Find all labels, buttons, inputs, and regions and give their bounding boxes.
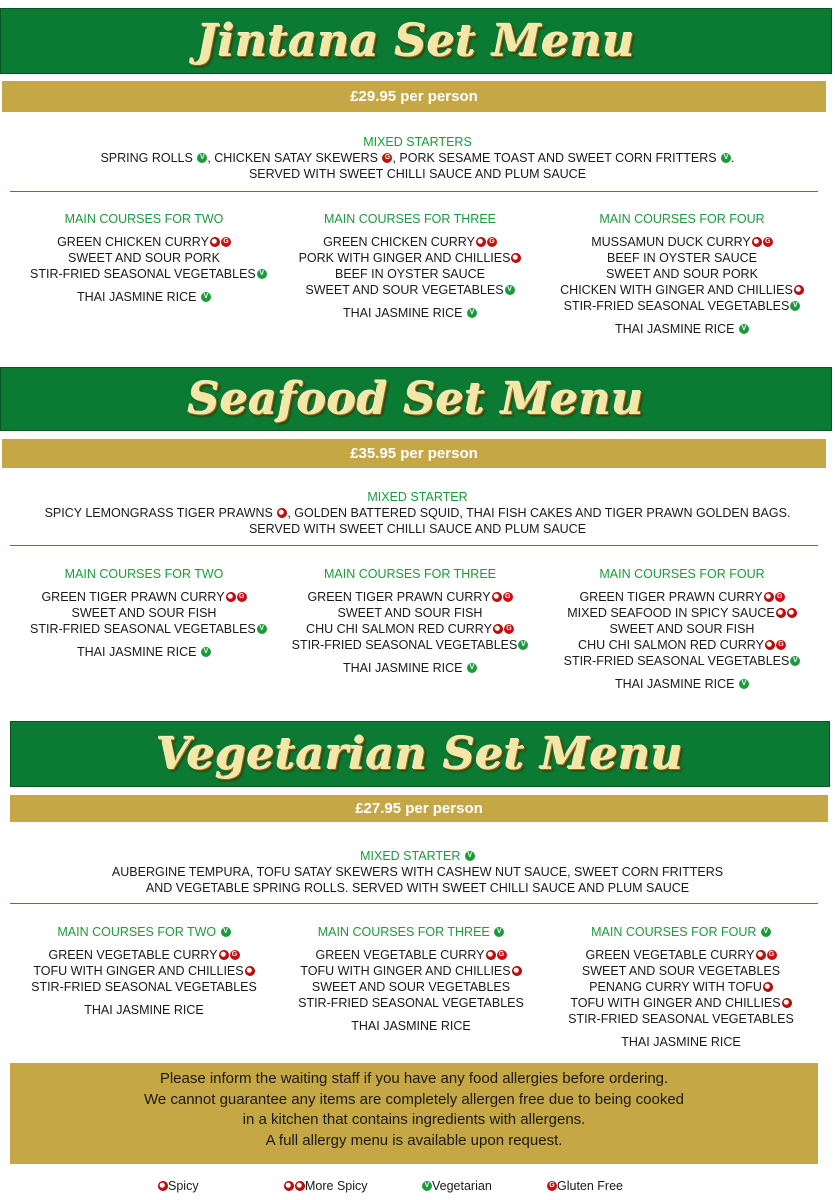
starters-line [0, 521, 835, 537]
dish-item: STIR-FRIED SEASONAL VEGETABLESV [290, 637, 530, 653]
price-bar [2, 439, 826, 468]
dish-item: STIR-FRIED SEASONAL VEGETABLESV [552, 298, 812, 314]
allergy-line: in a kitchen that contains ingredients with allergens. [242, 1111, 586, 1128]
gluten-free-icon [775, 592, 785, 602]
gluten-free-icon [504, 624, 514, 634]
dish-item: GREEN TIGER PRAWN CURRYG [290, 589, 530, 605]
dish-item: SWEET AND SOUR PORK [606, 267, 758, 281]
chilli-icon [782, 998, 792, 1008]
allergy-line: We cannot guarantee any items are completely allergen free due to being cooked [143, 1090, 685, 1108]
course-heading: MAIN COURSES FOR FOUR V [556, 924, 806, 940]
dish-item: PENANG CURRY WITH TOFU [556, 979, 806, 995]
course-column [290, 566, 530, 676]
starters-section [0, 489, 835, 537]
gluten-free-icon [767, 950, 777, 960]
legend-more-spicy: More Spicy [283, 1179, 368, 1193]
course-column [290, 211, 530, 321]
jintana-banner [0, 8, 832, 74]
starter-text: AUBERGINE TEMPURA, TOFU SATAY SKEWERS WITH CASHEW NUT SAUCE, SWEET CORN FRITTERS [111, 865, 724, 879]
course-heading: MAIN COURSES FOR FOUR [599, 567, 765, 581]
allergy-notice [10, 1063, 818, 1164]
vegetarian-icon [467, 663, 477, 673]
chilli-icon [794, 285, 804, 295]
gluten-free-icon [237, 592, 247, 602]
dish-item: MIXED SEAFOOD IN SPICY SAUCE [552, 605, 812, 621]
dish-item: STIR-FRIED SEASONAL VEGETABLES [31, 980, 257, 994]
dish-item: CHICKEN WITH GINGER AND CHILLIES [552, 282, 812, 298]
rice-item: THAI JASMINE RICE V [30, 289, 258, 305]
dish-item: STIR-FRIED SEASONAL VEGETABLESV [30, 266, 258, 282]
chilli-icon [511, 253, 521, 263]
dish-item: GREEN VEGETABLE CURRYG [286, 947, 536, 963]
dish-item: SWEET AND SOUR VEGETABLESV [290, 282, 530, 298]
rice-item: THAI JASMINE RICE V [552, 321, 812, 337]
vegetarian-icon [790, 301, 800, 311]
dish-item: MUSSAMUN DUCK CURRYG [552, 234, 812, 250]
vegetarian-icon [221, 927, 231, 937]
dish-item: SWEET AND SOUR FISH [71, 606, 217, 620]
rice-item: THAI JASMINE RICE V [30, 644, 258, 660]
dish-item: BEEF IN OYSTER SAUCE [334, 267, 486, 281]
rice-item: THAI JASMINE RICE [84, 1003, 204, 1017]
dish-item: CHU CHI SALMON RED CURRYG [552, 637, 812, 653]
legend-spicy: Spicy [157, 1179, 199, 1193]
rice-item: THAI JASMINE RICE [621, 1035, 741, 1049]
dish-item: STIR-FRIED SEASONAL VEGETABLES [568, 1012, 794, 1026]
price-bar [2, 81, 826, 112]
rice-item: THAI JASMINE RICE [351, 1019, 471, 1033]
chilli-icon [486, 950, 496, 960]
allergy-line: A full allergy menu is available upon request. [265, 1131, 563, 1149]
starter-text: SERVED WITH SWEET CHILLI SAUCE AND PLUM SAUCE [248, 522, 587, 536]
divider [10, 545, 818, 546]
chilli-icon [764, 592, 774, 602]
vegetarian-banner [10, 721, 830, 787]
dish-item: SWEET AND SOUR PORK [68, 251, 220, 265]
chilli-icon [219, 950, 229, 960]
price-text: £27.95 per person [355, 800, 483, 817]
dish-item: TOFU WITH GINGER AND CHILLIES [24, 963, 264, 979]
dish-item: GREEN TIGER PRAWN CURRYG [552, 589, 812, 605]
course-column [552, 566, 812, 692]
course-column [286, 924, 536, 1034]
vegetarian-icon [197, 153, 207, 163]
vegetarian-icon [739, 324, 749, 334]
dish-item: GREEN TIGER PRAWN CURRYG [30, 589, 258, 605]
starters-line [0, 864, 835, 880]
course-column [552, 211, 812, 337]
chilli-icon [512, 966, 522, 976]
legend-vegetarian: V Vegetarian [421, 1179, 492, 1193]
starters-section [0, 848, 835, 896]
menu-title: Seafood Set Menu [187, 373, 645, 425]
course-heading: MAIN COURSES FOR THREE [323, 567, 496, 581]
vegetarian-icon [201, 647, 211, 657]
starters-section [0, 134, 835, 182]
dish-item: TOFU WITH GINGER AND CHILLIES [286, 963, 536, 979]
vegetarian-icon [257, 624, 267, 634]
divider [10, 191, 818, 192]
course-heading: MAIN COURSES FOR THREE V [286, 924, 536, 940]
starters-line [0, 166, 835, 182]
legend-gluten-free: G Gluten Free [546, 1179, 623, 1193]
gluten-free-icon [763, 237, 773, 247]
dish-item: STIR-FRIED SEASONAL VEGETABLESV [30, 621, 258, 637]
rice-item: THAI JASMINE RICE V [290, 660, 530, 676]
chilli-icon [277, 508, 287, 518]
course-heading: MAIN COURSES FOR TWO V [24, 924, 264, 940]
gluten-free-icon [547, 1181, 557, 1191]
starter-text: SPRING ROLLS [100, 151, 197, 165]
dish-item: GREEN VEGETABLE CURRYG [24, 947, 264, 963]
course-heading: MAIN COURSES FOR FOUR [599, 212, 765, 226]
vegetarian-icon [721, 153, 731, 163]
price-text: £29.95 per person [350, 88, 478, 105]
gluten-free-icon [497, 950, 507, 960]
dish-item: GREEN VEGETABLE CURRYG [556, 947, 806, 963]
dish-item: STIR-FRIED SEASONAL VEGETABLES [298, 996, 524, 1010]
vegetarian-icon [465, 851, 475, 861]
vegetarian-icon [518, 640, 528, 650]
dish-item: GREEN CHICKEN CURRYG [290, 234, 530, 250]
gluten-free-icon [487, 237, 497, 247]
chilli-icon [763, 982, 773, 992]
starters-heading: MIXED STARTERS [363, 135, 472, 149]
divider [10, 903, 818, 904]
gluten-free-icon [230, 950, 240, 960]
starters-line [0, 150, 835, 166]
menu-title: Vegetarian Set Menu [156, 728, 684, 780]
vegetarian-icon [505, 285, 515, 295]
course-heading: MAIN COURSES FOR TWO [64, 212, 224, 226]
chilli-icon [284, 1181, 294, 1191]
price-bar [10, 795, 828, 822]
vegetarian-icon [761, 927, 771, 937]
starter-text: AND VEGETABLE SPRING ROLLS. SERVED WITH SWEET CHILLI SAUCE AND PLUM SAUCE [145, 881, 690, 895]
dish-item: SWEET AND SOUR FISH [609, 622, 755, 636]
vegetarian-icon [201, 292, 211, 302]
chilli-icon [756, 950, 766, 960]
course-heading: MAIN COURSES FOR TWO [64, 567, 224, 581]
chilli-icon [787, 608, 797, 618]
starter-text: . [731, 151, 735, 165]
gluten-free-icon [776, 640, 786, 650]
dish-item: SWEET AND SOUR VEGETABLES [311, 980, 511, 994]
dish-item: PORK WITH GINGER AND CHILLIES [290, 250, 530, 266]
dish-item: GREEN CHICKEN CURRYG [30, 234, 258, 250]
chilli-icon [776, 608, 786, 618]
chilli-icon [493, 624, 503, 634]
chilli-icon [158, 1181, 168, 1191]
starters-heading: MIXED STARTER [367, 490, 468, 504]
chilli-icon [226, 592, 236, 602]
starters-heading: MIXED STARTER V [0, 848, 835, 864]
course-heading: MAIN COURSES FOR THREE [323, 212, 496, 226]
course-column [30, 566, 258, 660]
dish-item: TOFU WITH GINGER AND CHILLIES [556, 995, 806, 1011]
starters-line [0, 880, 835, 896]
dish-item: CHU CHI SALMON RED CURRYG [290, 621, 530, 637]
starters-line [0, 505, 835, 521]
dish-item: SWEET AND SOUR VEGETABLES [581, 964, 781, 978]
seafood-banner [0, 367, 832, 431]
chilli-icon [765, 640, 775, 650]
chilli-icon [245, 966, 255, 976]
gluten-free-icon [382, 153, 392, 163]
gluten-free-icon [221, 237, 231, 247]
dish-item: STIR-FRIED SEASONAL VEGETABLESV [552, 653, 812, 669]
course-column [30, 211, 258, 305]
vegetarian-icon [467, 308, 477, 318]
starter-text: , PORK SESAME TOAST AND SWEET CORN FRITTERS [392, 151, 721, 165]
gluten-free-icon [503, 592, 513, 602]
price-text: £35.95 per person [350, 445, 478, 462]
course-column [556, 924, 806, 1050]
rice-item: THAI JASMINE RICE V [552, 676, 812, 692]
chilli-icon [295, 1181, 305, 1191]
starter-text: , CHICKEN SATAY SKEWERS [207, 151, 382, 165]
chilli-icon [476, 237, 486, 247]
starter-text: SPICY LEMONGRASS TIGER PRAWNS [44, 506, 277, 520]
chilli-icon [492, 592, 502, 602]
vegetarian-icon [790, 656, 800, 666]
starter-text: SERVED WITH SWEET CHILLI SAUCE AND PLUM SAUCE [248, 167, 587, 181]
chilli-icon [210, 237, 220, 247]
chilli-icon [752, 237, 762, 247]
vegetarian-icon [257, 269, 267, 279]
dish-item: SWEET AND SOUR FISH [337, 606, 483, 620]
allergy-line: Please inform the waiting staff if you have any food allergies before ordering. [159, 1070, 669, 1087]
vegetarian-icon [422, 1181, 432, 1191]
menu-title: Jintana Set Menu [196, 15, 636, 67]
vegetarian-icon [494, 927, 504, 937]
vegetarian-icon [739, 679, 749, 689]
rice-item: THAI JASMINE RICE V [290, 305, 530, 321]
dish-item: BEEF IN OYSTER SAUCE [606, 251, 758, 265]
starter-text: , GOLDEN BATTERED SQUID, THAI FISH CAKES AND TIGER PRAWN GOLDEN BAGS. [287, 506, 791, 520]
course-column [24, 924, 264, 1018]
